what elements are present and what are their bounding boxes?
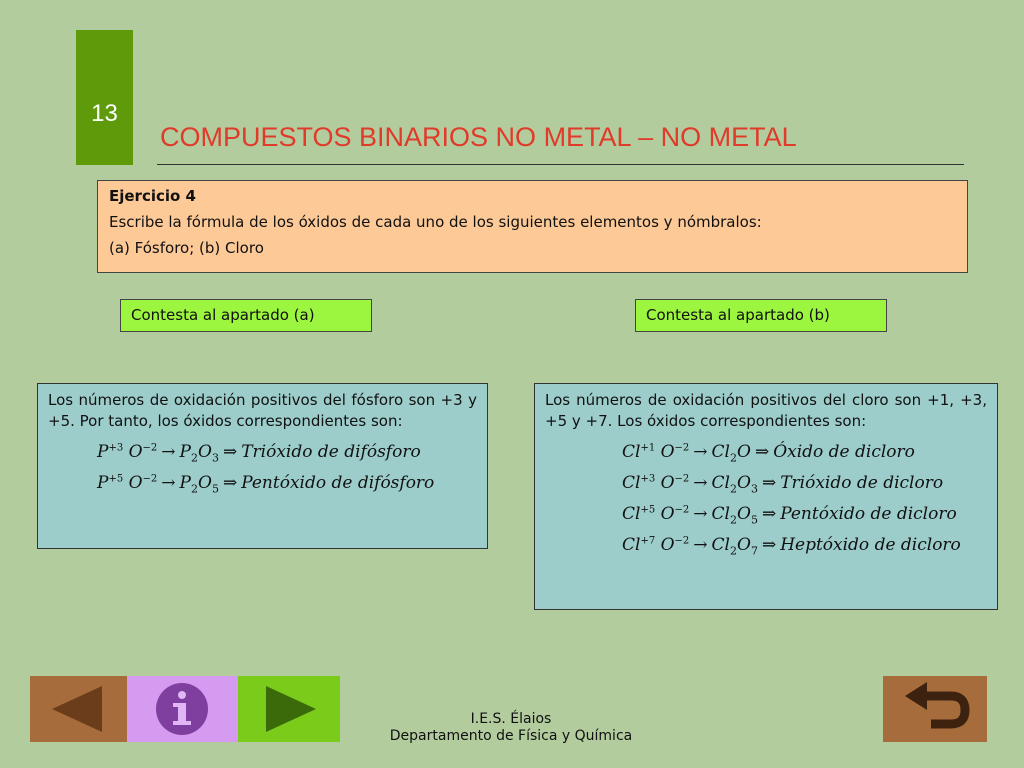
product-element: Cl (711, 473, 730, 493)
oxygen-symbol: O (128, 442, 143, 462)
next-slide-button[interactable] (238, 676, 340, 742)
exercise-items: (a) Fósforo; (b) Cloro (109, 239, 264, 257)
product-subscript-1: 2 (730, 451, 737, 465)
element-symbol: P (97, 442, 109, 462)
footer-school: I.E.S. Élaios (470, 711, 552, 727)
formula-row (622, 442, 987, 473)
product-element: P (179, 442, 191, 462)
arrow-icon: → (161, 442, 176, 462)
answer-b-button[interactable]: Contesta al apartado (b) (635, 299, 887, 332)
return-button[interactable] (883, 676, 987, 742)
formula-row (97, 473, 477, 504)
element-symbol: Cl (622, 504, 641, 524)
oxide-name: Óxido de dicloro (773, 442, 915, 462)
arrow-icon: → (693, 535, 708, 555)
arrow-icon: ⇒ (761, 473, 777, 493)
arrow-icon: ⇒ (761, 535, 777, 555)
oxygen-oxidation-state: −2 (674, 504, 690, 516)
product-subscript-1: 2 (191, 451, 198, 465)
product-subscript-2: 5 (750, 513, 758, 527)
product-oxygen: O (737, 535, 751, 555)
title-divider (157, 164, 964, 165)
previous-slide-button[interactable] (30, 676, 127, 742)
element-symbol: P (97, 473, 109, 493)
product-element: Cl (711, 442, 730, 462)
footer-department: Departamento de Física y Química (389, 728, 633, 744)
exercise-heading: Ejercicio 4 (109, 187, 196, 205)
arrow-icon: → (693, 504, 708, 524)
oxide-name: Pentóxido de dicloro (780, 504, 957, 524)
answer-a-text: Los números de oxidación positivos del fósforo son +3 y +5. Por tanto, los óxidos correspondientes son: (48, 391, 477, 430)
oxidation-state: +3 (108, 442, 124, 454)
oxide-name: Pentóxido de difósforo (241, 473, 435, 493)
oxygen-oxidation-state: −2 (142, 473, 158, 485)
element-symbol: Cl (622, 535, 641, 555)
product-subscript-1: 2 (191, 482, 198, 496)
arrow-icon: → (693, 442, 708, 462)
oxidation-state: +5 (108, 473, 124, 485)
arrow-icon: ⇒ (761, 504, 777, 524)
triangle-left-icon (30, 676, 127, 742)
oxygen-oxidation-state: −2 (142, 442, 158, 454)
product-oxygen: O (198, 473, 212, 493)
exercise-box (97, 180, 968, 273)
return-arrow-icon (883, 676, 987, 742)
oxidation-state: +5 (640, 504, 656, 516)
product-subscript-2: 3 (750, 482, 758, 496)
answer-a-panel (37, 383, 488, 549)
answer-a-formulas (48, 442, 477, 504)
oxidation-state: +7 (640, 535, 656, 547)
oxygen-symbol: O (660, 442, 675, 462)
answer-b-formulas (545, 442, 987, 566)
arrow-icon: → (693, 473, 708, 493)
answer-b-panel (534, 383, 998, 610)
product-element: P (179, 473, 191, 493)
oxidation-state: +1 (640, 442, 656, 454)
oxygen-symbol: O (660, 473, 675, 493)
oxygen-oxidation-state: −2 (674, 442, 690, 454)
product-oxygen: O (198, 442, 212, 462)
oxide-name: Trióxido de difósforo (241, 442, 421, 462)
product-oxygen: O (737, 473, 751, 493)
product-subscript-1: 2 (730, 482, 737, 496)
product-subscript-2: 3 (211, 451, 219, 465)
oxygen-symbol: O (660, 535, 675, 555)
footer (380, 711, 642, 745)
answer-a-button[interactable]: Contesta al apartado (a) (120, 299, 372, 332)
arrow-icon: ⇒ (754, 442, 770, 462)
oxygen-symbol: O (660, 504, 675, 524)
product-element: Cl (711, 535, 730, 555)
formula-row (622, 504, 987, 535)
arrow-icon: ⇒ (222, 473, 238, 493)
product-subscript-2: 7 (750, 544, 758, 558)
product-subscript-1: 2 (730, 544, 737, 558)
exercise-prompt: Escribe la fórmula de los óxidos de cada uno de los siguientes elementos y nómbralos: (109, 213, 762, 231)
product-oxygen: O (737, 504, 751, 524)
product-element: Cl (711, 504, 730, 524)
oxidation-state: +3 (640, 473, 656, 485)
product-subscript-2: 5 (211, 482, 219, 496)
oxygen-oxidation-state: −2 (674, 535, 690, 547)
formula-row (97, 442, 477, 473)
product-oxygen: O (737, 442, 751, 462)
element-symbol: Cl (622, 473, 641, 493)
formula-row (622, 535, 987, 566)
arrow-icon: ⇒ (222, 442, 238, 462)
info-icon (127, 676, 238, 742)
oxide-name: Trióxido de dicloro (780, 473, 944, 493)
formula-row (622, 473, 987, 504)
info-button[interactable] (127, 676, 238, 742)
slide-number-tab (76, 30, 133, 165)
oxide-name: Heptóxido de dicloro (780, 535, 961, 555)
arrow-icon: → (161, 473, 176, 493)
triangle-right-icon (238, 676, 340, 742)
element-symbol: Cl (622, 442, 641, 462)
product-subscript-1: 2 (730, 513, 737, 527)
oxygen-symbol: O (128, 473, 143, 493)
page-title: COMPUESTOS BINARIOS NO METAL – NO METAL (160, 122, 797, 152)
slide-number: 13 (91, 100, 118, 127)
oxygen-oxidation-state: −2 (674, 473, 690, 485)
answer-b-text: Los números de oxidación positivos del cloro son +1, +3, +5 y +7. Los óxidos correspondientes son: (545, 391, 987, 430)
